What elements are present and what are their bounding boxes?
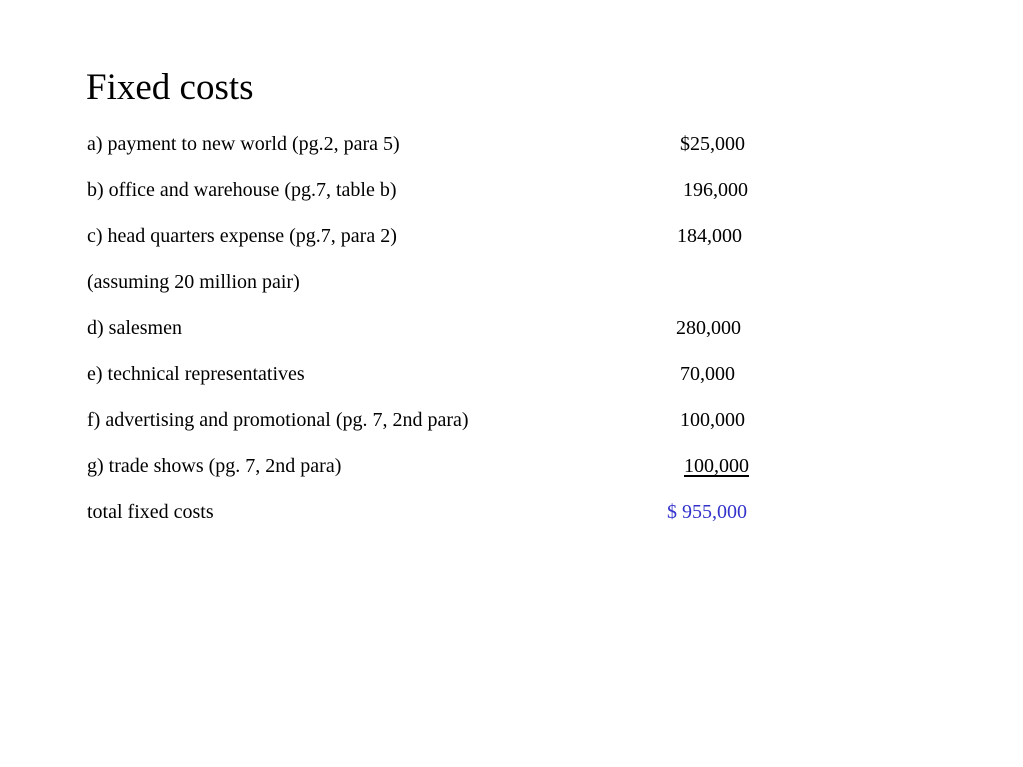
cost-row-salesmen [0,314,1023,342]
cost-label: c) head quarters expense (pg.7, para 2) [87,225,397,247]
cost-amount: 184,000 [677,225,742,247]
cost-row-head-quarters [0,222,1023,250]
cost-amount: 196,000 [683,179,748,201]
cost-row-technical-representatives [0,360,1023,388]
cost-amount: 70,000 [680,363,735,385]
cost-label: b) office and warehouse (pg.7, table b) [87,179,397,201]
cost-label: d) salesmen [87,317,182,339]
total-row [0,498,1023,526]
cost-row-assumption-note [0,268,1023,296]
cost-label: a) payment to new world (pg.2, para 5) [87,133,400,155]
cost-label: g) trade shows (pg. 7, 2nd para) [87,455,342,477]
cost-label: f) advertising and promotional (pg. 7, 2nd para) [87,409,469,431]
cost-label: e) technical representatives [87,363,305,385]
cost-row-office-warehouse [0,176,1023,204]
assumption-note: (assuming 20 million pair) [87,271,300,293]
cost-amount: 100,000 [680,409,745,431]
cost-row-advertising [0,406,1023,434]
cost-amount: 100,000 [684,455,749,477]
total-amount: $ 955,000 [667,501,747,523]
slide-title: Fixed costs [86,67,254,108]
cost-amount: 280,000 [676,317,741,339]
cost-amount: $25,000 [680,133,745,155]
cost-row-trade-shows [0,452,1023,480]
cost-row-payment-new-world [0,130,1023,158]
total-label: total fixed costs [87,501,214,523]
